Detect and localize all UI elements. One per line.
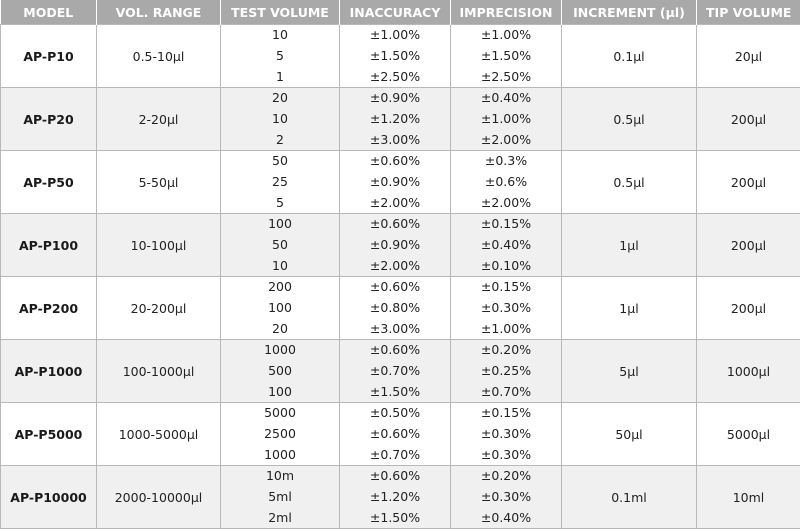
imprecision-value: ±0.30%	[480, 446, 532, 462]
imprecision-cell	[451, 403, 562, 466]
imprecision-value: ±0.10%	[480, 257, 532, 273]
vol-range-cell: 1000-5000µl	[97, 403, 221, 466]
test-volume-value: 10	[272, 257, 288, 273]
inaccuracy-cell	[340, 340, 451, 403]
table-row	[1, 88, 800, 151]
inaccuracy-value: ±1.20%	[369, 110, 421, 126]
imprecision-value: ±0.40%	[480, 236, 532, 252]
inaccuracy-cell	[340, 151, 451, 214]
increment-cell: 1µl	[562, 277, 697, 340]
vol-range-cell: 100-1000µl	[97, 340, 221, 403]
model-cell: AP-P20	[1, 88, 97, 151]
table-row	[1, 340, 800, 403]
imprecision-cell	[451, 151, 562, 214]
test-volume-value: 5ml	[268, 488, 292, 504]
table-row	[1, 151, 800, 214]
test-volume-cell	[221, 277, 340, 340]
imprecision-value: ±0.40%	[480, 90, 532, 106]
model-cell: AP-P200	[1, 277, 97, 340]
test-volume-value: 50	[272, 236, 288, 252]
imprecision-value: ±2.00%	[480, 194, 532, 210]
test-volume-cell	[221, 340, 340, 403]
imprecision-value: ±0.30%	[480, 299, 532, 315]
test-volume-value: 5	[276, 194, 284, 210]
imprecision-value: ±0.6%	[484, 173, 528, 189]
model-cell: AP-P10	[1, 25, 97, 88]
test-volume-value: 25	[272, 173, 288, 189]
imprecision-cell	[451, 340, 562, 403]
imprecision-cell	[451, 25, 562, 88]
header-row	[1, 0, 800, 25]
header-test-volume: TEST VOLUME	[221, 0, 340, 25]
inaccuracy-value: ±3.00%	[369, 131, 421, 147]
inaccuracy-value: ±1.50%	[369, 383, 421, 399]
table-row	[1, 403, 800, 466]
inaccuracy-value: ±2.00%	[369, 194, 421, 210]
imprecision-value: ±0.15%	[480, 279, 532, 295]
test-volume-value: 10	[272, 27, 288, 43]
imprecision-cell	[451, 88, 562, 151]
tip-volume-cell: 200µl	[697, 214, 800, 277]
tip-volume-cell: 10ml	[697, 466, 800, 529]
increment-cell: 50µl	[562, 403, 697, 466]
imprecision-value: ±0.70%	[480, 383, 532, 399]
test-volume-cell	[221, 466, 340, 529]
imprecision-value: ±0.30%	[480, 488, 532, 504]
inaccuracy-cell	[340, 277, 451, 340]
imprecision-cell	[451, 466, 562, 529]
tip-volume-cell: 200µl	[697, 277, 800, 340]
test-volume-value: 2ml	[268, 509, 292, 525]
test-volume-value: 100	[268, 216, 292, 232]
imprecision-value: ±0.20%	[480, 468, 532, 484]
test-volume-value: 1000	[264, 342, 296, 358]
test-volume-value: 200	[268, 279, 292, 295]
inaccuracy-value: ±0.90%	[369, 236, 421, 252]
header-model: MODEL	[1, 0, 97, 25]
tip-volume-cell: 5000µl	[697, 403, 800, 466]
vol-range-cell: 10-100µl	[97, 214, 221, 277]
test-volume-value: 2500	[264, 425, 296, 441]
inaccuracy-cell	[340, 88, 451, 151]
inaccuracy-value: ±0.60%	[369, 153, 421, 169]
inaccuracy-value: ±0.90%	[369, 90, 421, 106]
imprecision-value: ±0.25%	[480, 362, 532, 378]
inaccuracy-value: ±0.70%	[369, 362, 421, 378]
imprecision-value: ±0.30%	[480, 425, 532, 441]
header-inaccuracy: INACCURACY	[340, 0, 451, 25]
increment-cell: 0.5µl	[562, 88, 697, 151]
imprecision-value: ±0.3%	[484, 153, 528, 169]
table-row	[1, 277, 800, 340]
vol-range-cell: 0.5-10µl	[97, 25, 221, 88]
model-cell: AP-P10000	[1, 466, 97, 529]
inaccuracy-value: ±0.60%	[369, 425, 421, 441]
test-volume-cell	[221, 403, 340, 466]
increment-cell: 5µl	[562, 340, 697, 403]
imprecision-value: ±1.00%	[480, 110, 532, 126]
inaccuracy-cell	[340, 403, 451, 466]
test-volume-value: 10	[272, 110, 288, 126]
increment-cell: 1µl	[562, 214, 697, 277]
header-increment: INCREMENT (µl)	[562, 0, 697, 25]
imprecision-cell	[451, 214, 562, 277]
imprecision-cell	[451, 277, 562, 340]
inaccuracy-value: ±0.60%	[369, 342, 421, 358]
inaccuracy-value: ±1.50%	[369, 47, 421, 63]
test-volume-value: 100	[268, 383, 292, 399]
inaccuracy-cell	[340, 25, 451, 88]
test-volume-value: 2	[276, 131, 284, 147]
inaccuracy-cell	[340, 466, 451, 529]
header-vol-range: VOL. RANGE	[97, 0, 221, 25]
test-volume-value: 1	[276, 68, 284, 84]
test-volume-value: 20	[272, 320, 288, 336]
imprecision-value: ±0.40%	[480, 509, 532, 525]
inaccuracy-value: ±0.80%	[369, 299, 421, 315]
imprecision-value: ±0.20%	[480, 342, 532, 358]
header-imprecision: IMPRECISION	[451, 0, 562, 25]
table-row	[1, 466, 800, 529]
test-volume-value: 5000	[264, 405, 296, 421]
model-cell: AP-P5000	[1, 403, 97, 466]
inaccuracy-value: ±2.50%	[369, 68, 421, 84]
inaccuracy-cell	[340, 214, 451, 277]
test-volume-value: 20	[272, 90, 288, 106]
imprecision-value: ±0.15%	[480, 405, 532, 421]
inaccuracy-value: ±0.60%	[369, 279, 421, 295]
table-row	[1, 25, 800, 88]
table-body	[1, 25, 800, 529]
model-cell: AP-P50	[1, 151, 97, 214]
tip-volume-cell: 1000µl	[697, 340, 800, 403]
imprecision-value: ±0.15%	[480, 216, 532, 232]
increment-cell: 0.1ml	[562, 466, 697, 529]
inaccuracy-value: ±0.50%	[369, 405, 421, 421]
inaccuracy-value: ±1.20%	[369, 488, 421, 504]
increment-cell: 0.5µl	[562, 151, 697, 214]
test-volume-value: 5	[276, 47, 284, 63]
inaccuracy-value: ±0.60%	[369, 216, 421, 232]
test-volume-value: 500	[268, 362, 292, 378]
vol-range-cell: 5-50µl	[97, 151, 221, 214]
model-cell: AP-P1000	[1, 340, 97, 403]
test-volume-cell	[221, 25, 340, 88]
test-volume-cell	[221, 214, 340, 277]
vol-range-cell: 20-200µl	[97, 277, 221, 340]
tip-volume-cell: 200µl	[697, 151, 800, 214]
increment-cell: 0.1µl	[562, 25, 697, 88]
test-volume-cell	[221, 151, 340, 214]
tip-volume-cell: 200µl	[697, 88, 800, 151]
imprecision-value: ±2.50%	[480, 68, 532, 84]
inaccuracy-value: ±0.60%	[369, 468, 421, 484]
header-tip-volume: TIP VOLUME	[697, 0, 800, 25]
tip-volume-cell: 20µl	[697, 25, 800, 88]
test-volume-value: 50	[272, 153, 288, 169]
inaccuracy-value: ±1.50%	[369, 509, 421, 525]
imprecision-value: ±1.00%	[480, 27, 532, 43]
inaccuracy-value: ±1.00%	[369, 27, 421, 43]
vol-range-cell: 2-20µl	[97, 88, 221, 151]
model-cell: AP-P100	[1, 214, 97, 277]
test-volume-value: 1000	[264, 446, 296, 462]
imprecision-value: ±1.00%	[480, 320, 532, 336]
inaccuracy-value: ±3.00%	[369, 320, 421, 336]
inaccuracy-value: ±0.70%	[369, 446, 421, 462]
imprecision-value: ±2.00%	[480, 131, 532, 147]
test-volume-value: 10m	[265, 468, 295, 484]
table-row	[1, 214, 800, 277]
test-volume-cell	[221, 88, 340, 151]
vol-range-cell: 2000-10000µl	[97, 466, 221, 529]
inaccuracy-value: ±0.90%	[369, 173, 421, 189]
imprecision-value: ±1.50%	[480, 47, 532, 63]
test-volume-value: 100	[268, 299, 292, 315]
inaccuracy-value: ±2.00%	[369, 257, 421, 273]
